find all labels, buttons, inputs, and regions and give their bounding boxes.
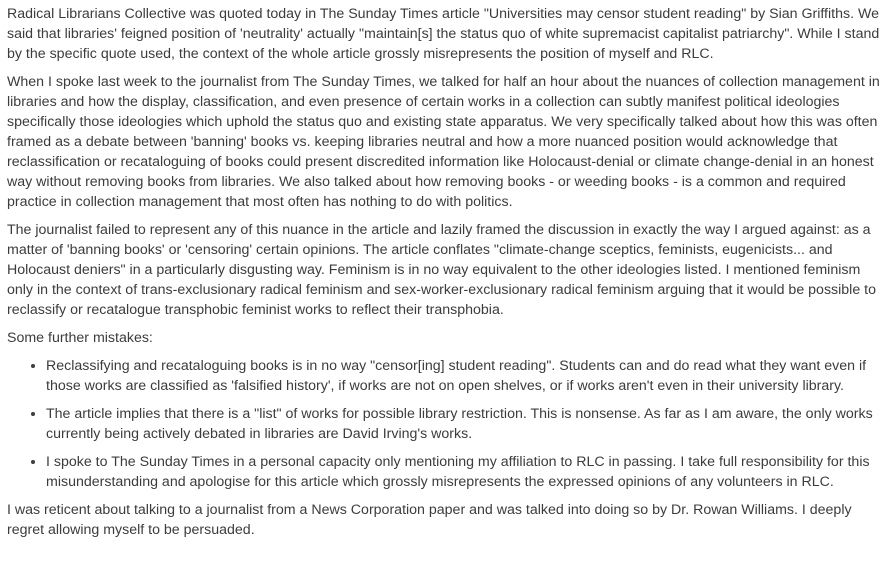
paragraph-misrepresentation: The journalist failed to represent any of this nuance in the article and lazily framed the discussion in exactly the way I argued against: as a matter of 'banning books' or 'censoring' certain opinions. The article conflates "climate-change sceptics, feminists, eugenicists... and Holocaust deniers" in a particularly disgusting way. Feminism is in no way equivalent to the other ideologies listed. I mentioned feminism only in the context of trans-exclusionary radical feminism and sex-worker-exclusionary radical feminism arguing that it would be possible to reclassify or recatalogue transphobic feminist works to reflect their transphobia. [7,222,876,318]
list-item: • Reclassifying and recataloguing books is in no way "censor[ing] student reading". Students can and do read what they want even if those works are classified as 'falsified history', if works are not on open shelves, or if works aren't even in their university library. [46,356,885,396]
paragraph-quote-context: Radical Librarians Collective was quoted today in The Sunday Times article "Universities may censor student reading" by Sian Griffiths. We said that libraries' feigned position of 'neutrality' actually "maintain[s] the status quo of white supremacist capitalist patriarchy". While I stand by the specific quote used, the context of the whole article grossly misrepresents the position of myself and RLC. [7,6,880,62]
mistakes-list [7,356,885,492]
paragraph-closing-regret: I was reticent about talking to a journalist from a News Corporation paper and was talked into doing so by Dr. Rowan Williams. I deeply regret allowing myself to be persuaded. [7,502,852,538]
paragraph-mistakes-intro: Some further mistakes: [7,330,153,346]
paragraph-interview-account: When I spoke last week to the journalist from The Sunday Times, we talked for half an hour about the nuances of collection management in libraries and how the display, classification, and even presence of certain works in a collection can subtly manifest political ideologies specifically those ideologies which uphold the status quo and existing state apparatus. We very specifically talked about how this was often framed as a debate between 'banning' books vs. keeping libraries neutral and how a more nuanced position would acknowledge that reclassification or recataloguing of books could present discredited information like Holocaust-denial or climate change-denial in an honest way without removing books from libraries. We also talked about how removing books - or weeding books - is a common and required practice in collection management that most often has nothing to do with politics. [7,74,880,210]
list-item: • The article implies that there is a "list" of works for possible library restriction. This is nonsense. As far as I am aware, the only works currently being actively debated in libraries are David Irving's works. [46,404,885,444]
list-item: • I spoke to The Sunday Times in a personal capacity only mentioning my affiliation to RLC in passing. I take full responsibility for this misunderstanding and apologise for this article which grossly misrepresents the expressed opinions of any volunteers in RLC. [46,452,885,492]
